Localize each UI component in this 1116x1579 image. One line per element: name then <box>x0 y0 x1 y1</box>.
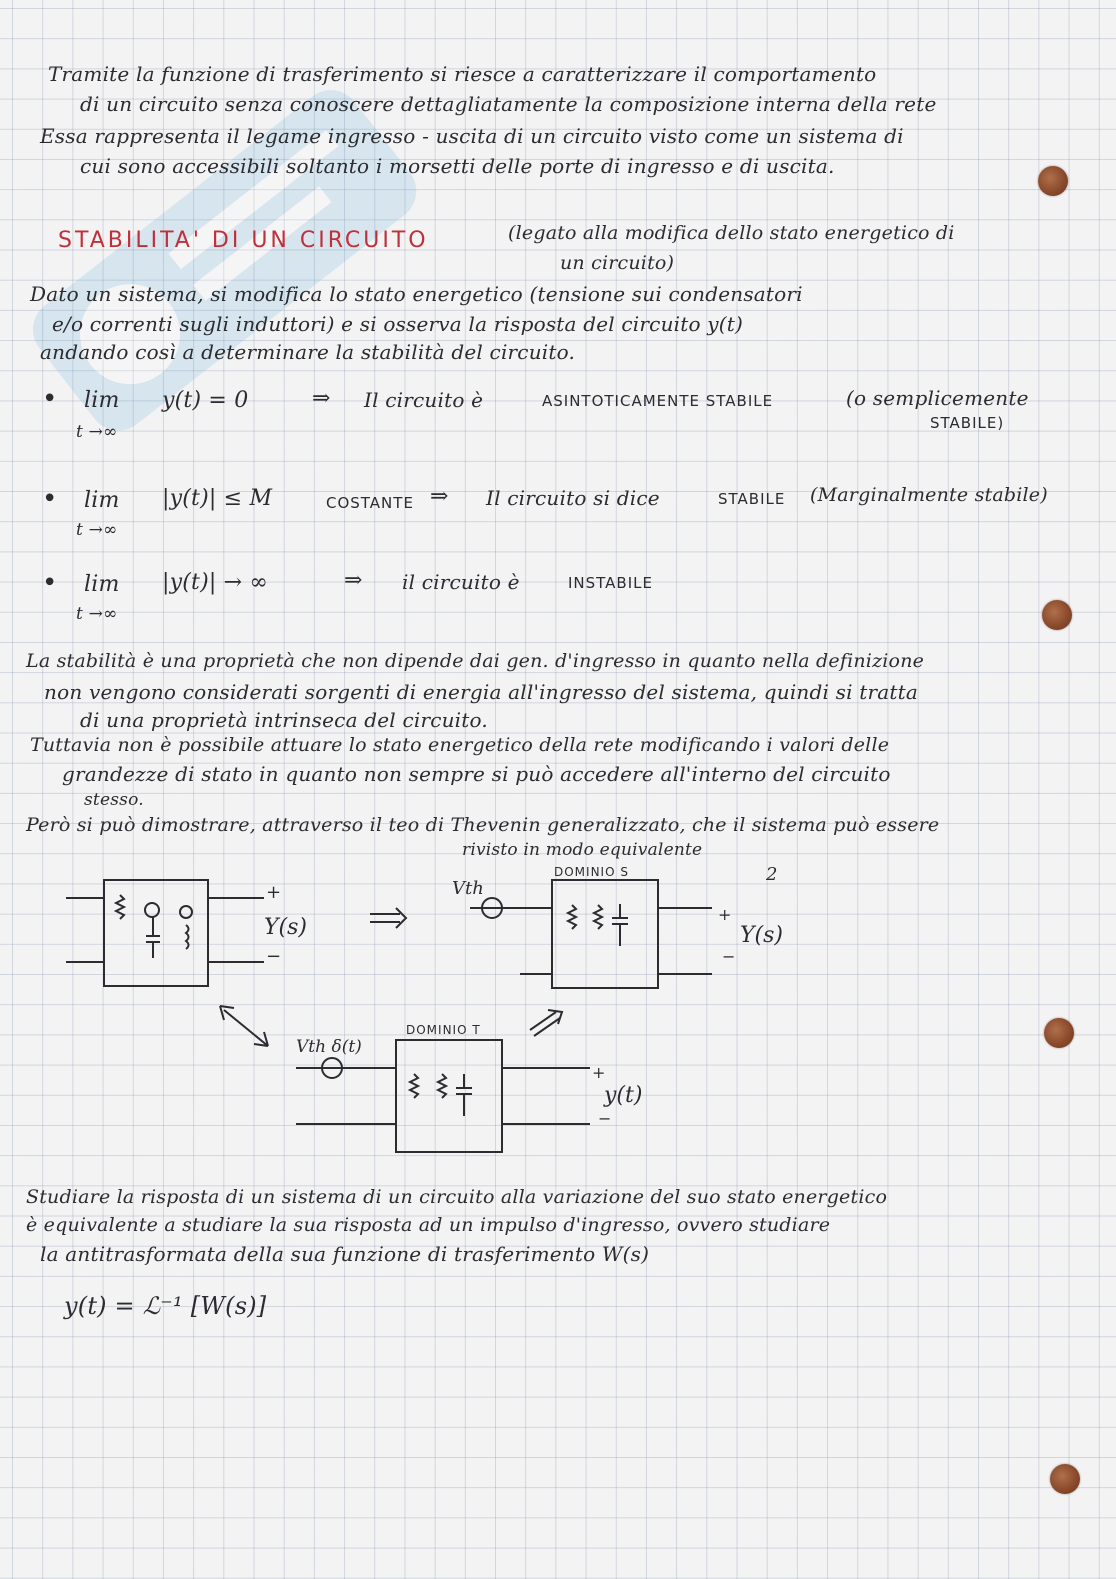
output-label-s: Y(s) <box>264 915 307 940</box>
vth-delta-label: Vth δ(t) <box>296 1037 362 1057</box>
bullet-2-text: Il circuito si dice <box>486 486 660 510</box>
resistor-icon <box>410 1074 418 1098</box>
limit-1: lim <box>84 388 120 413</box>
bullet-2-label: STABILE <box>718 490 786 508</box>
resistor-icon <box>568 905 576 929</box>
binder-hole <box>1038 166 1068 196</box>
inverse-laplace-formula: y(t) = ℒ⁻¹ [W(s)] <box>64 1292 267 1320</box>
limit-3-expr: |y(t)| → ∞ <box>162 570 269 595</box>
vth-label: Vth <box>452 878 484 899</box>
dominio-s-box <box>552 880 658 988</box>
bullet-3-text: il circuito è <box>402 570 520 594</box>
current-source-icon <box>180 906 192 918</box>
bullet-dot: • <box>42 568 58 598</box>
intro-line-1: Tramite la funzione di trasferimento si riesce a caratterizzare il comportamento <box>48 62 877 86</box>
bullet-3-label: INSTABILE <box>568 574 653 592</box>
resistor-icon <box>116 895 124 919</box>
section-note-line-1: (legato alla modifica dello stato energetico di <box>508 222 955 244</box>
implies-1: ⇒ <box>312 386 331 411</box>
limit-2-const: COSTANTE <box>326 494 414 512</box>
conclusion-line-1: Studiare la risposta di un sistema di un circuito alla variazione del suo stato energetico <box>26 1186 888 1208</box>
intro-line-3: Essa rappresenta il legame ingresso - uscita di un circuito visto come un sistema di <box>40 124 904 148</box>
intro-line-2: di un circuito senza conoscere dettagliatamente la composizione interna della rete <box>80 92 937 116</box>
dominio-t-box <box>396 1040 502 1152</box>
plus-sign: + <box>266 882 282 903</box>
binder-hole <box>1050 1464 1080 1494</box>
section-title: STABILITA' DI UN CIRCUITO <box>58 228 429 253</box>
limit-2-sub: t →∞ <box>76 520 118 540</box>
dominio-t-label: DOMINIO T <box>406 1023 481 1037</box>
limit-3: lim <box>84 572 120 597</box>
implies-2: ⇒ <box>430 484 449 509</box>
stability-line-3: di una proprietà intrinseca del circuito. <box>80 708 488 732</box>
definition-line-2: e/o correnti sugli induttori) e si osserva la risposta del circuito y(t) <box>52 312 744 336</box>
definition-line-3: andando così a determinare la stabilità del circuito. <box>40 340 576 364</box>
stability-line-8: rivisto in modo equivalente <box>462 840 703 860</box>
limit-1-sub: t →∞ <box>76 422 118 442</box>
minus-sign: − <box>598 1109 612 1128</box>
resistor-icon <box>438 1074 446 1098</box>
stability-line-6: stesso. <box>84 790 144 810</box>
limit-2: lim <box>84 488 120 513</box>
limit-3-sub: t →∞ <box>76 604 118 624</box>
stability-line-2: non vengono considerati sorgenti di energia all'ingresso del sistema, quindi si tratta <box>44 680 918 704</box>
bullet-2-extra: (Marginalmente stabile) <box>810 484 1048 506</box>
resistor-icon <box>594 905 602 929</box>
stability-line-4: Tuttavia non è possibile attuare lo stato energetico della rete modificando i valori delle <box>30 734 890 756</box>
stability-line-5: grandezze di stato in quanto non sempre si può accedere all'interno del circuito <box>62 762 891 786</box>
bullet-1-text: Il circuito è <box>364 388 484 412</box>
implies-3: ⇒ <box>344 568 363 593</box>
bullet-dot: • <box>42 384 58 414</box>
limit-1-expr: y(t) = 0 <box>162 388 249 413</box>
footnote-mark: 2 <box>766 864 778 885</box>
minus-sign: − <box>722 947 736 966</box>
limit-2-expr: |y(t)| ≤ M <box>162 486 273 511</box>
conclusion-line-2: è equivalente a studiare la sua risposta ad un impulso d'ingresso, ovvero studiare <box>26 1214 831 1236</box>
intro-line-4: cui sono accessibili soltanto i morsetti delle porte di ingresso e di uscita. <box>80 154 835 178</box>
output-label-t: y(t) <box>604 1083 643 1108</box>
bullet-1-extra: (o semplicemente <box>846 386 1029 410</box>
stability-line-1: La stabilità è una proprietà che non dipende dai gen. d'ingresso in quanto nella definizione <box>26 650 925 672</box>
definition-line-1: Dato un sistema, si modifica lo stato energetico (tensione sui condensatori <box>30 282 803 306</box>
dominio-s-label: DOMINIO S <box>554 865 629 879</box>
binder-hole <box>1042 600 1072 630</box>
minus-sign: − <box>266 946 282 967</box>
bullet-1-label: ASINTOTICAMENTE STABILE <box>542 392 774 410</box>
output-label-s-2: Y(s) <box>740 923 783 948</box>
generator-icon <box>145 903 159 917</box>
plus-sign: + <box>592 1063 606 1082</box>
inductor-icon <box>186 925 189 949</box>
section-note-line-2: un circuito) <box>560 252 675 274</box>
bullet-dot: • <box>42 484 58 514</box>
conclusion-line-3: la antitrasformata della sua funzione di trasferimento W(s) <box>40 1242 650 1266</box>
plus-sign: + <box>718 905 732 924</box>
binder-hole <box>1044 1018 1074 1048</box>
stability-line-7: Però si può dimostrare, attraverso il teo di Thevenin generalizzato, che il sistema può essere <box>26 814 940 836</box>
bullet-1-extra-2: STABILE) <box>930 414 1005 432</box>
